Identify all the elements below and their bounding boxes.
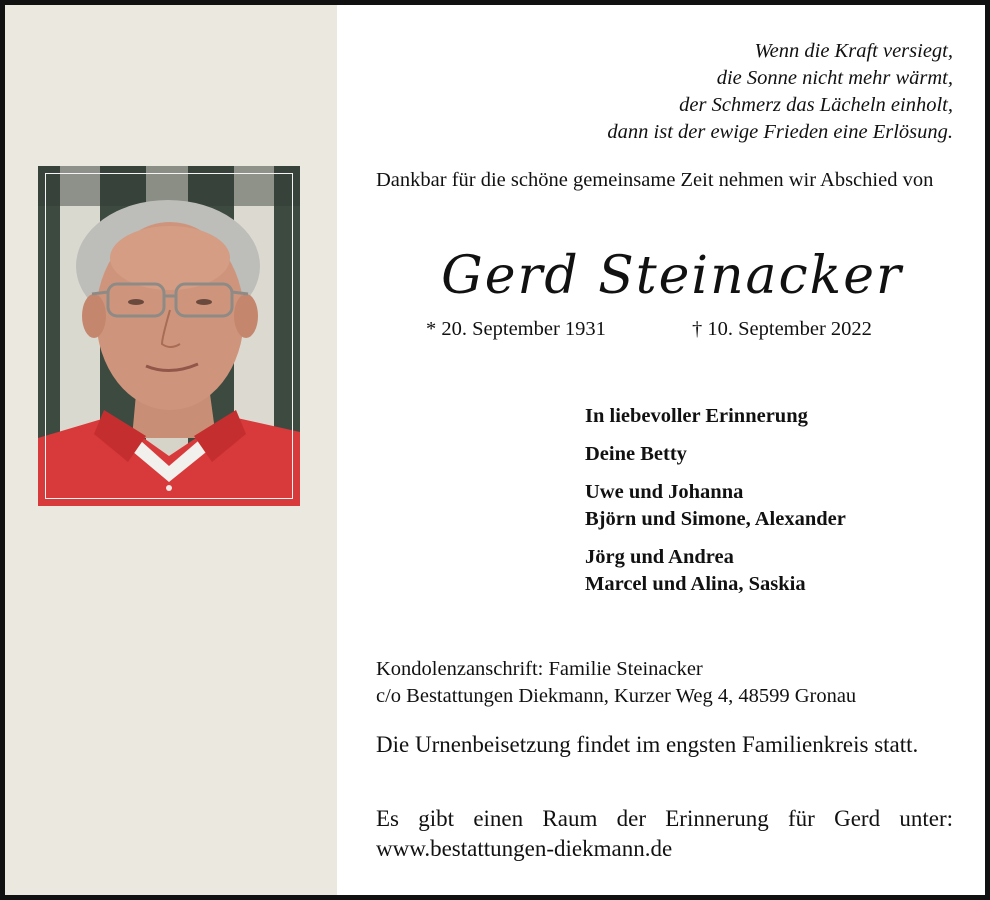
- memorial-note: Es gibt einen Raum der Erinnerung für Gerd unter: www.bestattungen-diekmann.de: [376, 806, 953, 861]
- portrait-photo: [38, 166, 300, 506]
- intro-text: Dankbar für die schöne gemeinsame Zeit nehmen wir Abschied von: [376, 169, 934, 191]
- family-line: Björn und Simone, Alexander: [585, 508, 846, 530]
- condolence-line: Kondolenzanschrift: Familie Steinacker: [376, 658, 703, 680]
- birth-date: * 20. September 1931: [426, 318, 606, 340]
- left-panel: [5, 5, 337, 895]
- condolence-address: [376, 656, 956, 710]
- poem-line: der Schmerz das Lächeln einholt,: [679, 94, 953, 116]
- family-line: Deine Betty: [585, 443, 687, 465]
- death-date: † 10. September 2022: [692, 318, 872, 340]
- family-signature: [585, 403, 846, 609]
- family-line: Marcel und Alina, Saskia: [585, 573, 806, 595]
- family-group: [585, 544, 846, 598]
- family-line: Uwe und Johanna: [585, 481, 744, 503]
- poem-line: die Sonne nicht mehr wärmt,: [716, 67, 953, 89]
- family-line: Jörg und Andrea: [585, 546, 734, 568]
- condolence-line: c/o Bestattungen Diekmann, Kurzer Weg 4, 48599 Gronau: [376, 685, 857, 707]
- family-line: In liebevoller Erinnerung: [585, 405, 808, 427]
- poem-line: Wenn die Kraft versiegt,: [754, 40, 953, 62]
- deceased-name: Gerd Steinacker: [441, 246, 903, 306]
- family-group: [585, 479, 846, 533]
- family-group: [585, 403, 846, 430]
- poem: [405, 38, 953, 146]
- poem-line: dann ist der ewige Frieden eine Erlösung.: [607, 121, 953, 143]
- family-group: [585, 441, 846, 468]
- funeral-note: Die Urnenbeisetzung findet im engsten Familienkreis statt.: [376, 732, 919, 757]
